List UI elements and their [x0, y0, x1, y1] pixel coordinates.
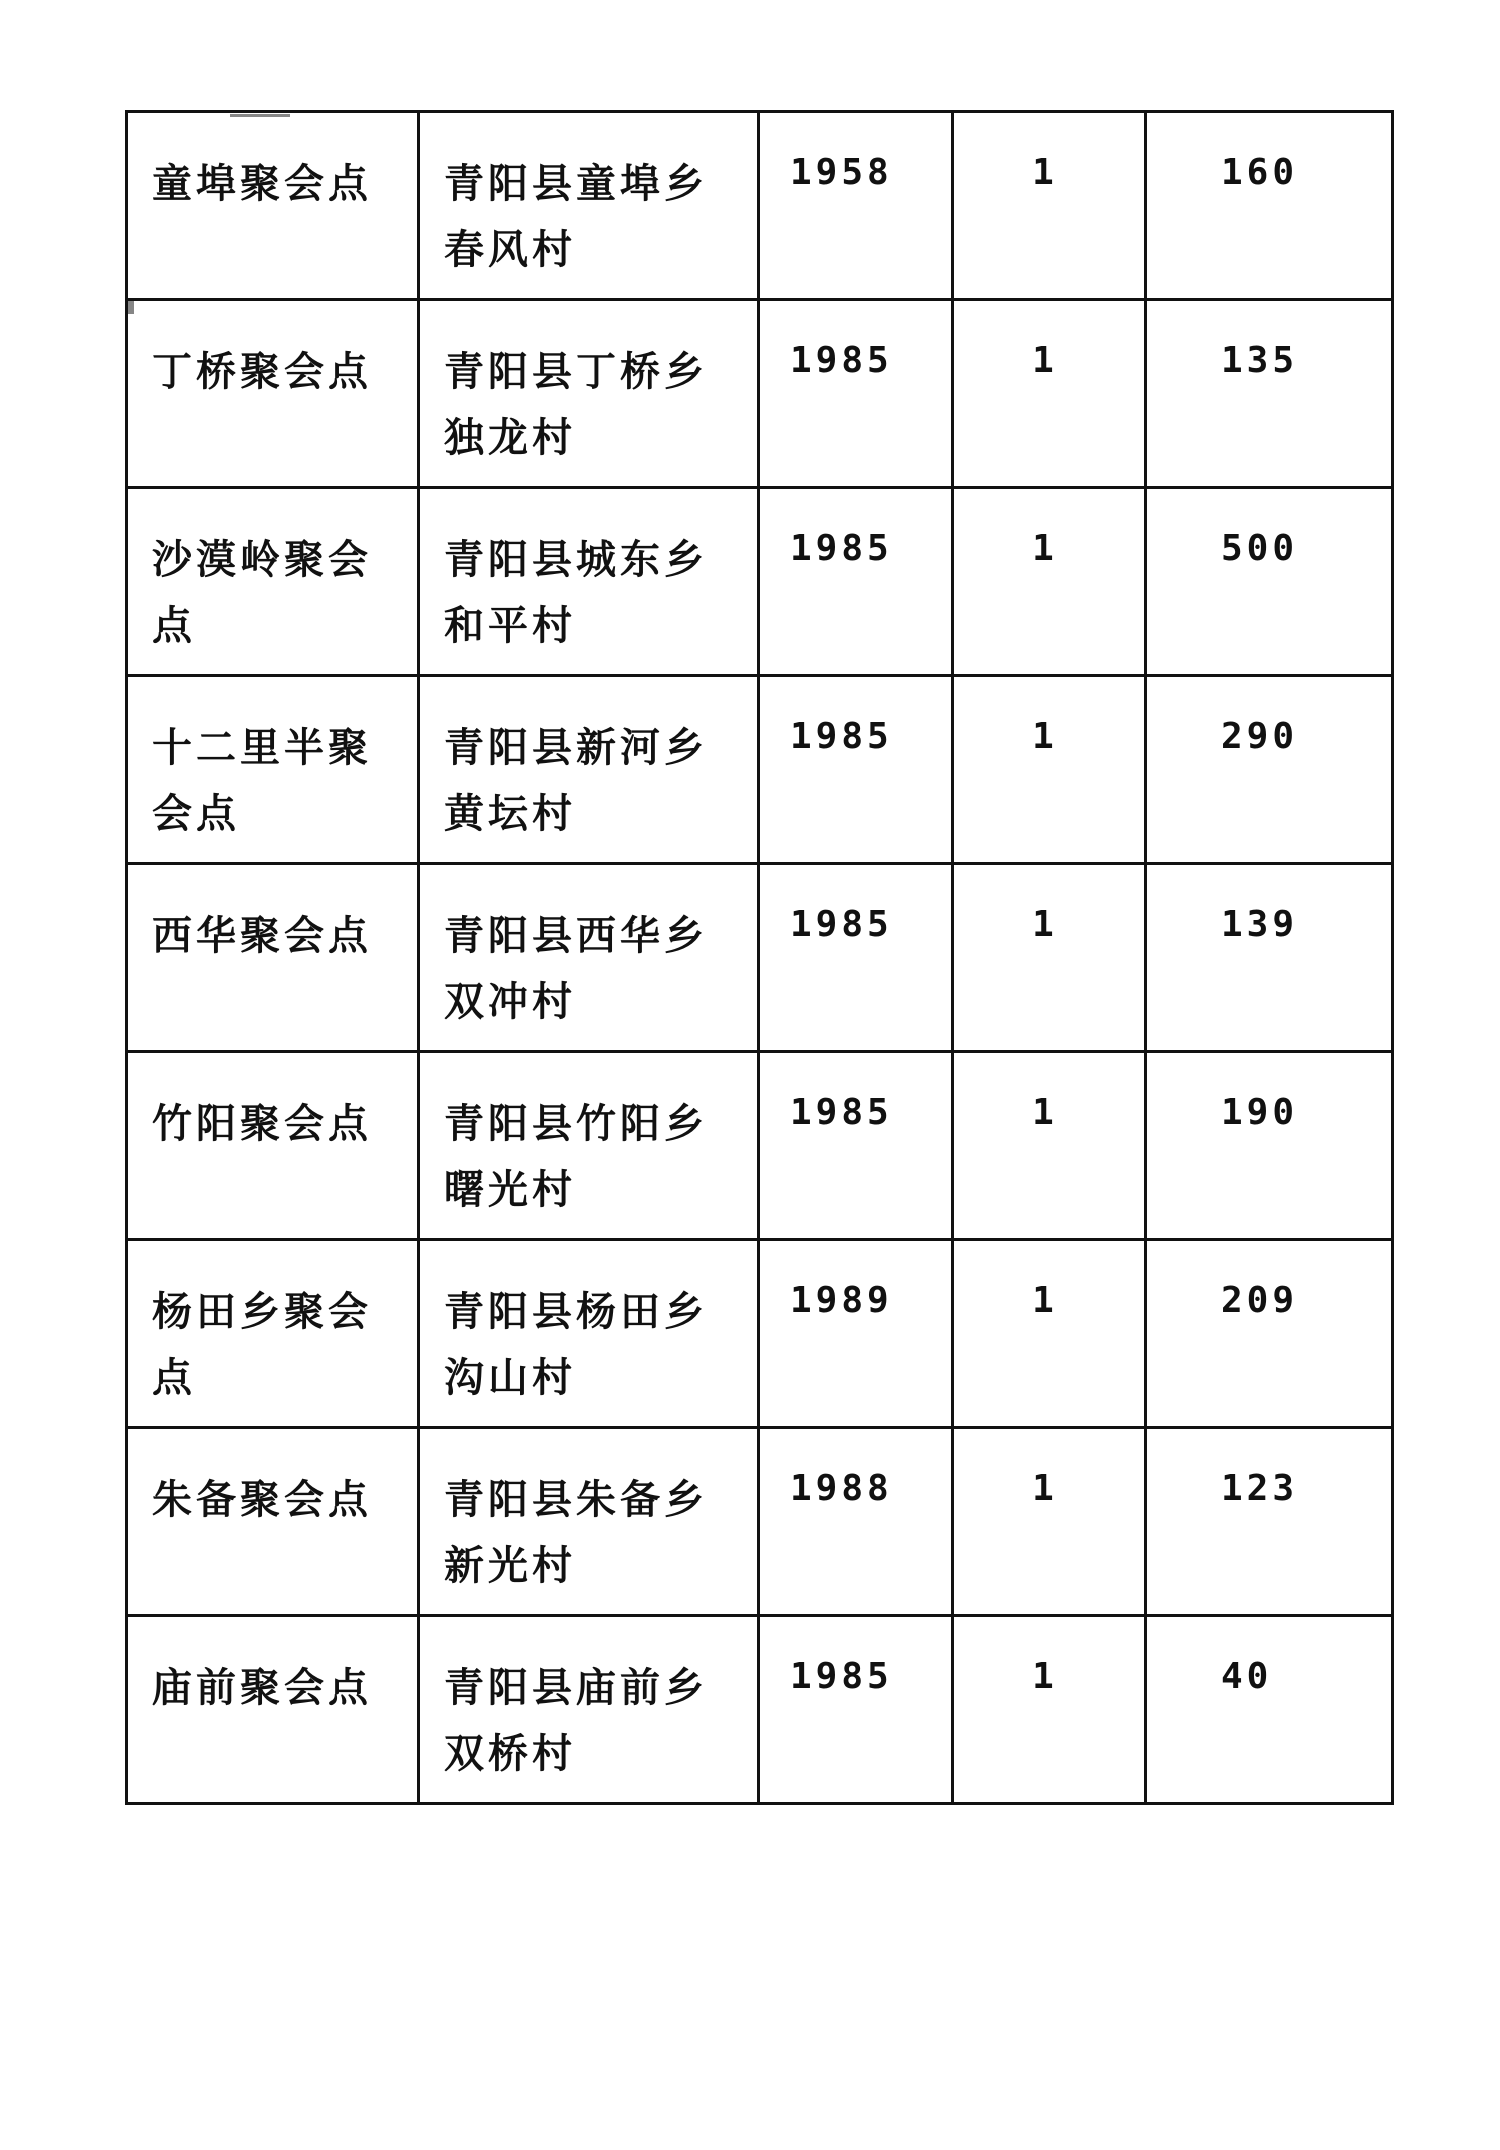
member-number-cell: [1146, 300, 1393, 488]
count-value-cell: [953, 1616, 1146, 1804]
meeting-point-name: 竹阳聚会点: [152, 1101, 372, 1147]
established-year: 1985: [790, 528, 893, 569]
meeting-point-address: 青阳县童埠乡春风村: [444, 161, 708, 273]
meeting-point-address: 青阳县竹阳乡曙光村: [444, 1101, 708, 1213]
meeting-point-address: 青阳县庙前乡双桥村: [444, 1665, 708, 1777]
meeting-point-name-cell: [127, 1052, 419, 1240]
meeting-point-address: 青阳县朱备乡新光村: [444, 1477, 708, 1589]
member-number-cell: [1146, 1240, 1393, 1428]
meeting-point-address: 青阳县西华乡双冲村: [444, 913, 708, 1025]
count-value-cell: [953, 112, 1146, 300]
meeting-point-address-cell: [419, 864, 759, 1052]
member-number-cell: [1146, 676, 1393, 864]
records-table-wrapper: [125, 110, 1391, 1805]
count-value-cell: [953, 300, 1146, 488]
table-row: [127, 300, 1393, 488]
member-number-cell: [1146, 488, 1393, 676]
member-number: 160: [1221, 152, 1299, 193]
count-value: 1: [1032, 1092, 1058, 1133]
count-value: 1: [1032, 1656, 1058, 1697]
meeting-point-address: 青阳县城东乡和平村: [444, 537, 708, 649]
established-year-cell: [759, 300, 953, 488]
table-row: [127, 676, 1393, 864]
meeting-point-name-cell: [127, 1616, 419, 1804]
count-value-cell: [953, 1240, 1146, 1428]
established-year-cell: [759, 488, 953, 676]
established-year: 1988: [790, 1468, 893, 1509]
meeting-point-name-cell: [127, 1428, 419, 1616]
table-row: [127, 1240, 1393, 1428]
meeting-point-name-cell: [127, 1240, 419, 1428]
member-number: 123: [1221, 1468, 1299, 1509]
established-year: 1958: [790, 152, 893, 193]
member-number: 190: [1221, 1092, 1299, 1133]
established-year: 1989: [790, 1280, 893, 1321]
meeting-point-name: 杨田乡聚会点: [152, 1289, 372, 1401]
meeting-point-name: 朱备聚会点: [152, 1477, 372, 1523]
count-value: 1: [1032, 340, 1058, 381]
established-year: 1985: [790, 1656, 893, 1697]
count-value: 1: [1032, 528, 1058, 569]
established-year-cell: [759, 1240, 953, 1428]
member-number: 500: [1221, 528, 1299, 569]
established-year-cell: [759, 1052, 953, 1240]
table-row: [127, 1428, 1393, 1616]
member-number-cell: [1146, 1428, 1393, 1616]
established-year-cell: [759, 676, 953, 864]
meeting-point-address-cell: [419, 1240, 759, 1428]
member-number: 209: [1221, 1280, 1299, 1321]
table-row: [127, 488, 1393, 676]
count-value: 1: [1032, 1468, 1058, 1509]
meeting-point-address: 青阳县杨田乡沟山村: [444, 1289, 708, 1401]
count-value: 1: [1032, 716, 1058, 757]
established-year-cell: [759, 1616, 953, 1804]
count-value-cell: [953, 676, 1146, 864]
meeting-point-address: 青阳县丁桥乡独龙村: [444, 349, 708, 461]
established-year: 1985: [790, 716, 893, 757]
member-number: 40: [1221, 1656, 1273, 1697]
member-number-cell: [1146, 1616, 1393, 1804]
member-number-cell: [1146, 864, 1393, 1052]
table-row: [127, 864, 1393, 1052]
established-year-cell: [759, 112, 953, 300]
count-value: 1: [1032, 1280, 1058, 1321]
meeting-point-address-cell: [419, 1428, 759, 1616]
count-value: 1: [1032, 904, 1058, 945]
meeting-point-name: 丁桥聚会点: [152, 349, 372, 395]
member-number: 139: [1221, 904, 1299, 945]
meeting-point-address-cell: [419, 1616, 759, 1804]
meeting-point-name: 西华聚会点: [152, 913, 372, 959]
established-year-cell: [759, 864, 953, 1052]
meeting-point-name: 庙前聚会点: [152, 1665, 372, 1711]
meeting-point-name-cell: [127, 112, 419, 300]
meeting-point-name: 童埠聚会点: [152, 161, 372, 207]
meeting-point-name: 沙漠岭聚会点: [152, 537, 372, 649]
meeting-point-name-cell: [127, 864, 419, 1052]
count-value-cell: [953, 864, 1146, 1052]
meeting-point-address-cell: [419, 300, 759, 488]
table-row: [127, 1052, 1393, 1240]
established-year: 1985: [790, 340, 893, 381]
meeting-point-address: 青阳县新河乡黄坛村: [444, 725, 708, 837]
table-row: [127, 112, 1393, 300]
meeting-point-name-cell: [127, 488, 419, 676]
records-table: [125, 110, 1394, 1805]
established-year: 1985: [790, 1092, 893, 1133]
meeting-point-address-cell: [419, 1052, 759, 1240]
member-number: 290: [1221, 716, 1299, 757]
table-row: [127, 1616, 1393, 1804]
records-table-body: [127, 112, 1393, 1804]
count-value-cell: [953, 488, 1146, 676]
count-value: 1: [1032, 152, 1058, 193]
member-number: 135: [1221, 340, 1299, 381]
established-year: 1985: [790, 904, 893, 945]
meeting-point-name-cell: [127, 300, 419, 488]
meeting-point-name: 十二里半聚会点: [152, 725, 372, 837]
meeting-point-address-cell: [419, 676, 759, 864]
established-year-cell: [759, 1428, 953, 1616]
meeting-point-address-cell: [419, 112, 759, 300]
member-number-cell: [1146, 1052, 1393, 1240]
meeting-point-name-cell: [127, 676, 419, 864]
count-value-cell: [953, 1428, 1146, 1616]
count-value-cell: [953, 1052, 1146, 1240]
member-number-cell: [1146, 112, 1393, 300]
meeting-point-address-cell: [419, 488, 759, 676]
